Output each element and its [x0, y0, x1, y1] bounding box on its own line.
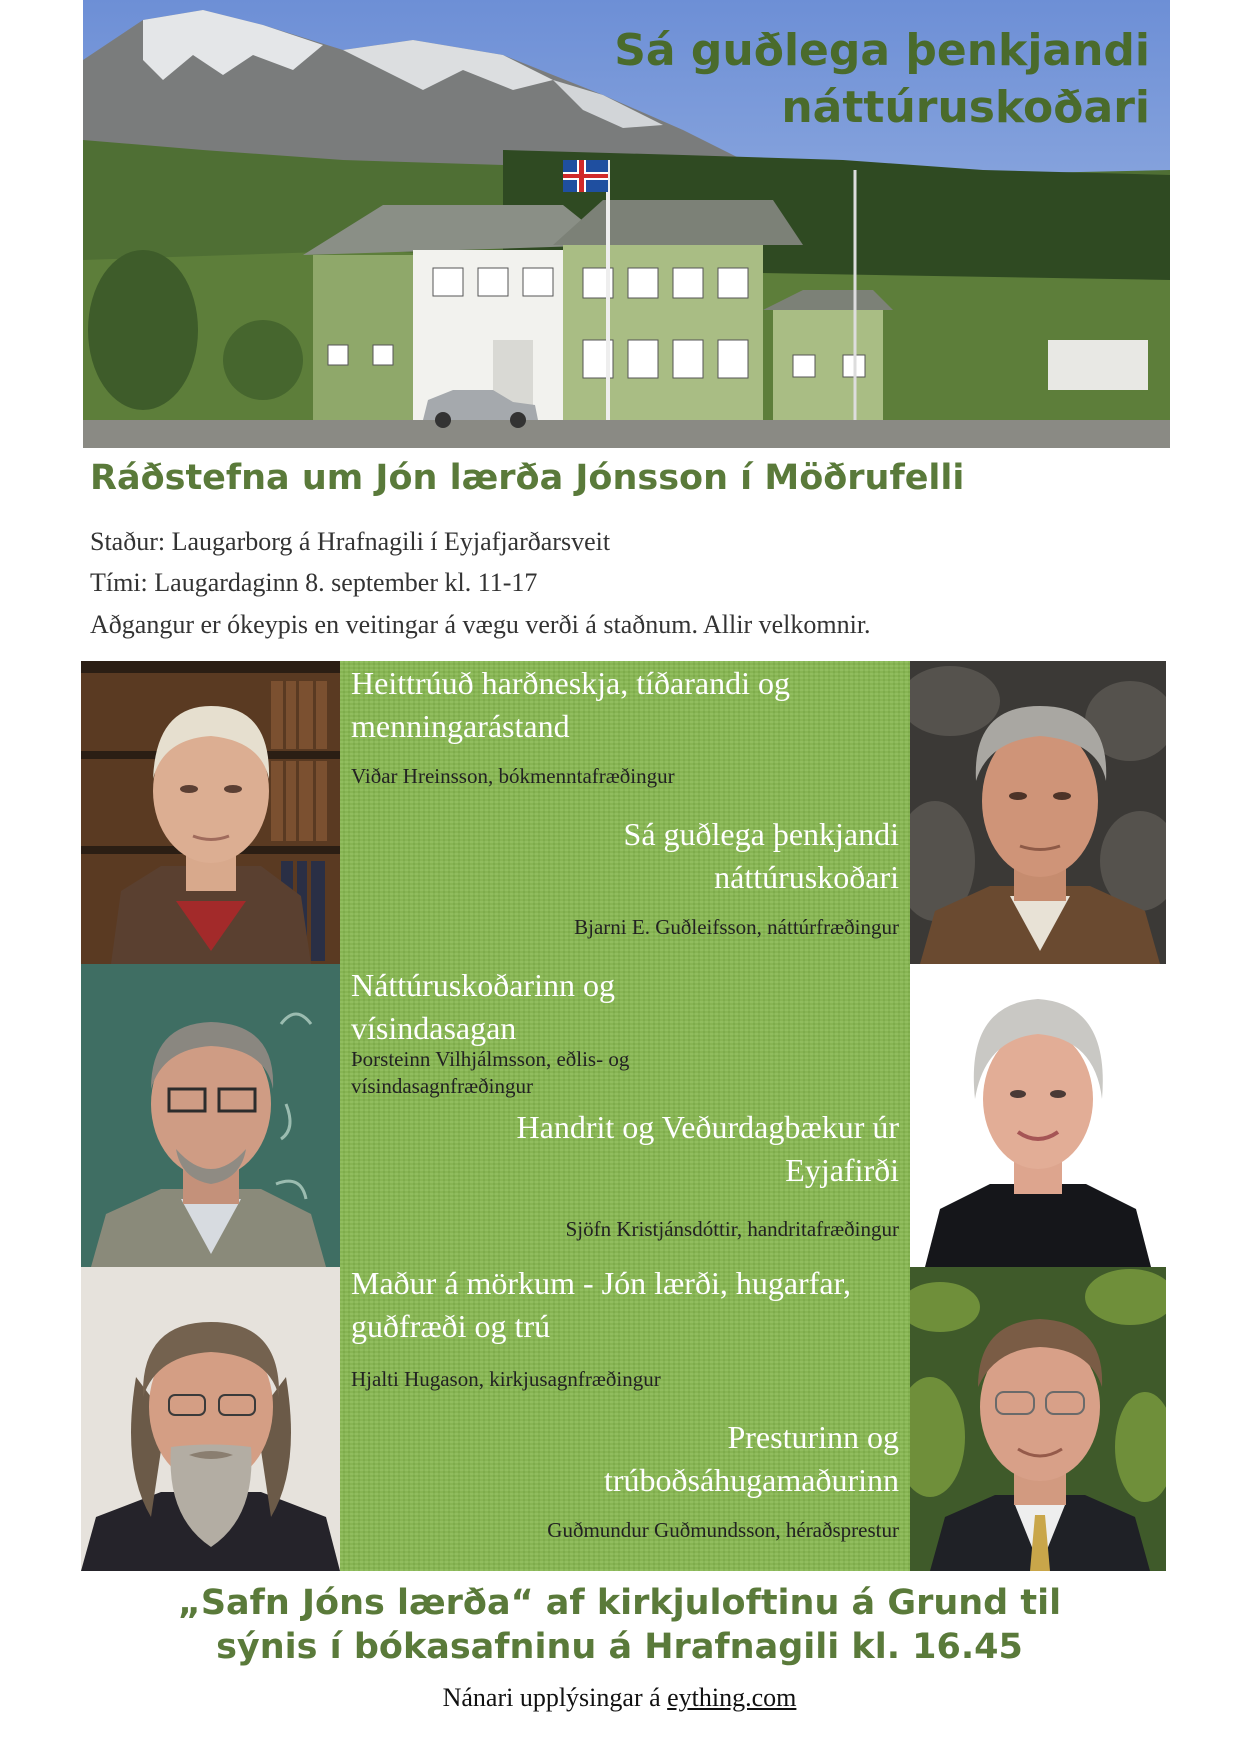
conference-headline: Ráðstefna um Jón lærða Jónsson í Möðrufelli [90, 458, 965, 498]
talk-4-speaker: Sjöfn Kristjánsdóttir, handritafræðingur [565, 1217, 899, 1241]
banner-title [614, 22, 1150, 136]
talk-1-speaker: Viðar Hreinsson, bókmenntafræðingur [351, 764, 675, 788]
info-admission: Aðgangur er ókeypis en veitingar á vægu verði á staðnum. Allir velkomnir. [90, 610, 871, 639]
banner-title-line-2: náttúruskoðari [781, 82, 1150, 133]
talk-6-title: Presturinn og trúboðsáhugamaðurinn [603, 1419, 899, 1498]
speaker-photo-gudmundur [910, 1267, 1166, 1571]
program-panel [340, 661, 910, 1571]
talk-2-title: Sá guðlega þenkjandi náttúruskoðari [623, 816, 899, 895]
program-grid [81, 661, 1166, 1571]
more-info [0, 1683, 1239, 1713]
talk-6-speaker: Guðmundur Guðmundsson, héraðsprestur [547, 1518, 899, 1542]
talk-5-title: Maður á mörkum - Jón lærði, hugarfar, guðfræði og trú [351, 1265, 851, 1344]
info-time: Tími: Laugardaginn 8. september kl. 11-17 [90, 568, 538, 597]
banner-title-line-1: Sá guðlega þenkjandi [614, 25, 1150, 76]
exhibition-line-1: „Safn Jóns lærða“ af kirkjuloftinu á Grund til [177, 1583, 1062, 1623]
hero-image [83, 0, 1170, 448]
more-info-prefix: Nánari upplýsingar á [442, 1683, 668, 1712]
speaker-photo-thorsteinn [81, 964, 340, 1267]
speaker-photo-sjofn [910, 964, 1166, 1267]
talk-1-title: Heittrúuð harðneskja, tíðarandi og menningarástand [351, 665, 790, 744]
talk-2-speaker: Bjarni E. Guðleifsson, náttúrfræðingur [574, 915, 899, 939]
talk-3-speaker: Þorsteinn Vilhjálmsson, eðlis- og vísindasagnfræðingur [351, 1047, 630, 1098]
speaker-photo-hjalti [81, 1267, 340, 1571]
talk-5-speaker: Hjalti Hugason, kirkjusagnfræðingur [351, 1367, 661, 1391]
speaker-photo-bjarni [910, 661, 1166, 964]
more-info-link[interactable]: eything.com [667, 1683, 797, 1712]
info-location: Staður: Laugarborg á Hrafnagili í Eyjafjarðarsveit [90, 527, 611, 556]
talk-4-title: Handrit og Veðurdagbækur úr Eyjafirði [516, 1109, 899, 1188]
talk-3-title: Náttúruskoðarinn og vísindasagan [351, 967, 615, 1046]
speaker-photo-vidar [81, 661, 340, 964]
exhibition-line-2: sýnis í bókasafninu á Hrafnagili kl. 16.45 [216, 1627, 1023, 1667]
